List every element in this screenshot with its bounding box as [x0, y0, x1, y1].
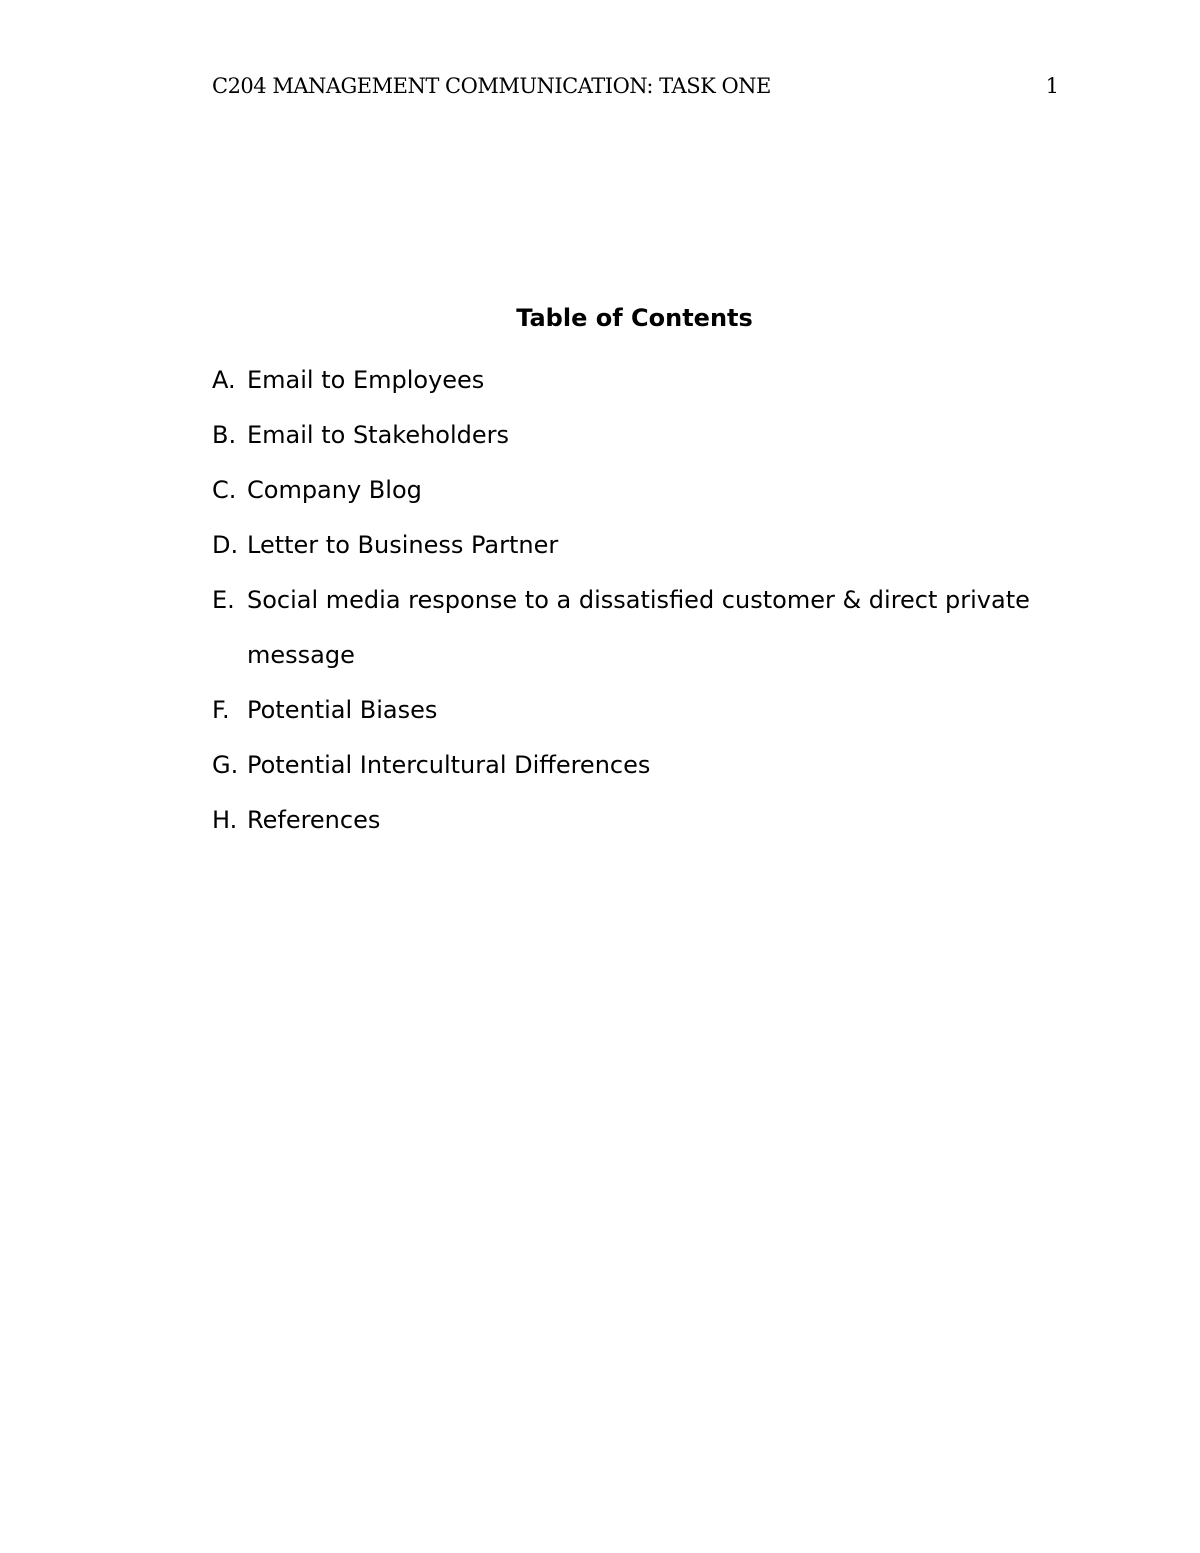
toc-list [212, 353, 1042, 848]
toc-item-letter: D. [212, 531, 239, 559]
toc-item-email-stakeholders [212, 408, 1042, 463]
toc-item-text: Letter to Business Partner [247, 531, 559, 559]
toc-item-text: References [247, 806, 381, 834]
toc-item-potential-biases [212, 683, 1042, 738]
toc-item-text: Potential Intercultural Differences [247, 751, 651, 779]
toc-item-text: Potential Biases [247, 696, 438, 724]
toc-item-email-employees [212, 353, 1042, 408]
toc-heading: Table of Contents [516, 304, 753, 332]
toc-item-letter: H. [212, 806, 238, 834]
toc-item-company-blog [212, 463, 1042, 518]
running-head: C204 MANAGEMENT COMMUNICATION: TASK ONE [212, 74, 771, 98]
toc-item-letter: A. [212, 366, 236, 394]
toc-item-intercultural-differences [212, 738, 1042, 793]
toc-item-text: Company Blog [247, 476, 422, 504]
toc-item-letter: B. [212, 421, 237, 449]
toc-item-letter: E. [212, 586, 235, 614]
toc-item-letter-business-partner [212, 518, 1042, 573]
toc-item-text: Social media response to a dissatisfied customer & direct private message [247, 586, 1030, 669]
toc-item-letter: C. [212, 476, 237, 504]
page-number: 1 [1045, 74, 1059, 98]
toc-item-text: Email to Stakeholders [247, 421, 510, 449]
toc-item-letter: F. [212, 696, 230, 724]
toc-item-text: Email to Employees [247, 366, 485, 394]
toc-item-letter: G. [212, 751, 239, 779]
toc-item-social-media-response [212, 573, 1042, 683]
toc-item-references [212, 793, 1042, 848]
